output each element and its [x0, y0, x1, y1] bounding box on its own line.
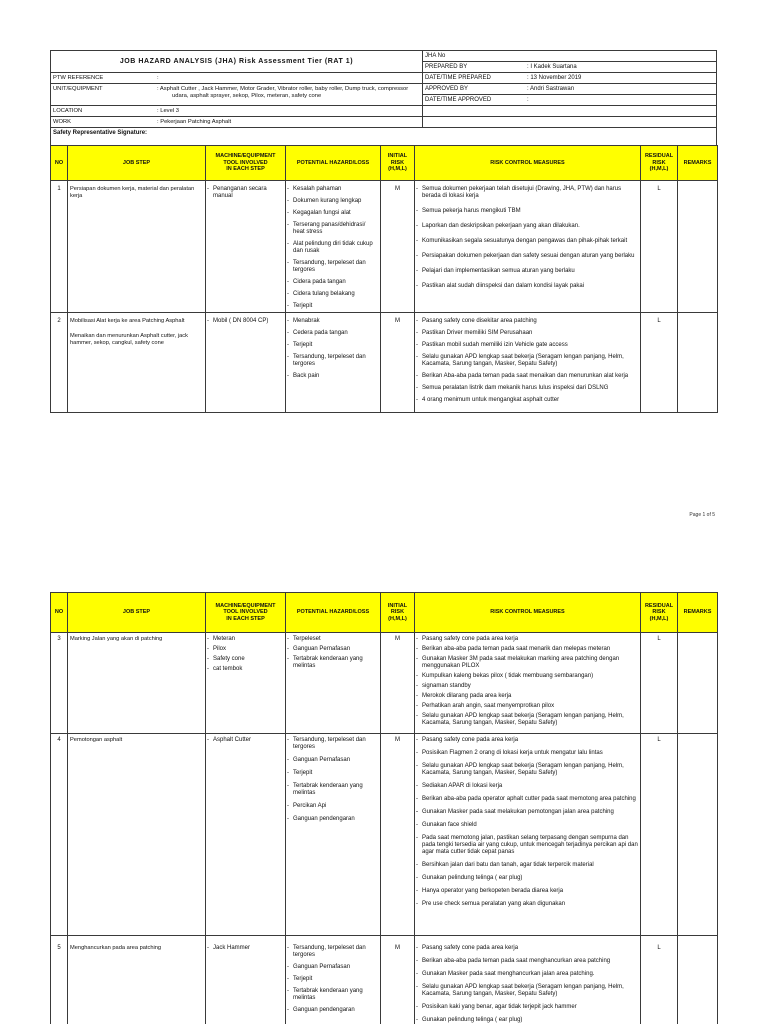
safety-signature-label: Safety Representative Signature:: [53, 130, 148, 136]
residual-risk-value: L: [657, 737, 661, 743]
tool-item: - Mobil ( DN 8004 CP): [206, 318, 285, 325]
step-row: [51, 181, 718, 313]
hazard-item: - Terpeleset: [286, 636, 380, 643]
hazard-item: - Cidera tulang belakang: [286, 291, 380, 298]
location-label: LOCATION: [53, 108, 83, 114]
remarks-cell: [678, 181, 718, 313]
tools-content: [206, 633, 285, 733]
control-item: - Laporkan dan deskripsikan pekerjaan yang akan dilakukan.: [415, 223, 640, 230]
remarks-cell: [678, 734, 718, 936]
hazard-item: - Percikan Api: [286, 803, 380, 810]
tool-item: - cat tembok: [206, 666, 285, 673]
residual-risk-content: [641, 633, 677, 733]
residual-risk-header: RESIDUAL RISK (H,M,L): [641, 146, 678, 181]
control-item: - Pasang safety cone pada area kerja: [415, 636, 640, 643]
residual-risk-content: [641, 936, 677, 1023]
job-step-header: JOB STEP: [68, 593, 206, 633]
residual-risk-value: L: [657, 186, 661, 192]
residual-risk-content: [641, 734, 677, 935]
controls-content: [415, 633, 640, 733]
residual-risk-cell: [641, 936, 678, 1024]
step-no-content: [51, 936, 67, 1023]
work-label: WORK: [53, 119, 72, 125]
hazards-content: [286, 936, 380, 1023]
hazard-item: - Tersandung, terpeleset dan tergores: [286, 260, 380, 274]
tools-cell: [206, 313, 286, 413]
hazards-cell: [286, 181, 381, 313]
tools-content: [206, 936, 285, 1023]
control-item: - Komunikasikan segala sesuatunya dengan pengawas dan pihak-pihak terkait: [415, 238, 640, 245]
control-item: - Pasang safety cone pada area kerja: [415, 737, 640, 744]
residual-risk-header: RESIDUAL RISK (H,M,L): [641, 593, 678, 633]
control-item: - Kumpulkan kaleng bekas pilox ( tidak membuang sembarangan): [415, 673, 640, 680]
hazard-item: - Tersandung, terpeleset dan tergores: [286, 945, 380, 959]
control-item: - Selalu gunakan APD lengkap saat bekerja (Seragam lengan panjang, Helm, Kacamata, Sarung tangan, Masker, Sepatu Safety): [415, 984, 640, 998]
hazards-cell: [286, 633, 381, 734]
job-step-text: Pemotongan asphalt: [70, 737, 123, 743]
step-no-cell: [51, 633, 68, 734]
header-row: [51, 593, 718, 633]
hazard-item: - Kesalah pahaman: [286, 186, 380, 193]
initial-risk-value: M: [395, 186, 400, 192]
control-item: - Persiapakan dokumen pekerjaan dan safety sesuai dengan aturan yang berlaku: [415, 253, 640, 260]
initial-risk-value: M: [395, 318, 400, 324]
hazard-item: - Terjepit: [286, 342, 380, 349]
tool-item: - Asphalt Cutter: [206, 737, 285, 744]
control-item: - Berikan aba-aba pada operator aphalt cutter pada saat memotong area patching: [415, 796, 640, 803]
initial-risk-value: M: [395, 945, 400, 951]
job-step-content: [68, 181, 205, 312]
hazard-header: POTENTIAL HAZARD/LOSS: [286, 593, 381, 633]
controls-cell: [415, 734, 641, 936]
residual-risk-cell: [641, 313, 678, 413]
control-item: - signaman standby: [415, 683, 640, 690]
tool-item: - Jack Hammer: [206, 945, 285, 952]
initial-risk-header: INITIAL RISK (H,M,L): [381, 593, 415, 633]
blank-info-cell: [422, 117, 716, 128]
tools-header: MACHINE/EQUIPMENT TOOL INVOLVED IN EACH STEP: [206, 593, 286, 633]
control-item: - Selalu gunakan APD lengkap saat bekerja (Seragam lengan panjang, Helm, Kacamata, Sarung tangan, Masker, Sepatu Safety): [415, 354, 640, 368]
hazard-item: - Ganguan Pernafasan: [286, 964, 380, 971]
controls-content: [415, 181, 640, 312]
hazard-item: - Tersandung, terpeleset dan tergores: [286, 737, 380, 751]
job-step-content: [68, 313, 205, 412]
hazard-item: - Ganguan Pernafasan: [286, 757, 380, 764]
hazard-item: - Cidera pada tangan: [286, 279, 380, 286]
tools-header: MACHINE/EQUIPMENT TOOL INVOLVED IN EACH STEP: [206, 146, 286, 181]
header-row: [51, 146, 718, 181]
initial-risk-content: [381, 181, 414, 312]
hazard-item: - Back pain: [286, 373, 380, 380]
remarks-header: REMARKS: [678, 146, 718, 181]
prepared-by-value: : I Kadek Suartana: [527, 64, 577, 70]
residual-risk-cell: [641, 181, 678, 313]
step-number: 5: [57, 945, 61, 951]
no-header: NO: [51, 146, 68, 181]
step-no-cell: [51, 936, 68, 1024]
residual-risk-cell: [641, 734, 678, 936]
controls-content: [415, 313, 640, 412]
prepared-by-label: PREPARED BY: [425, 64, 468, 70]
controls-content: [415, 936, 640, 1023]
step-no-content: [51, 181, 67, 312]
control-item: - Gunakan Masker 3M pada saat melakukan marking area patching dengan menggunakan PILOX: [415, 656, 640, 670]
hazard-item: - Kegagalan fungsi alat: [286, 210, 380, 217]
step-no-content: [51, 734, 67, 935]
control-item: - Gunakan pelindung telinga ( ear plug): [415, 1017, 640, 1023]
remarks-cell: [678, 313, 718, 413]
step-number: 3: [57, 636, 61, 642]
tools-cell: [206, 633, 286, 734]
step-row: [51, 633, 718, 734]
steps-table-page-1: [50, 145, 718, 413]
hazard-item: - Tertabrak kenderaan yang melintas: [286, 783, 380, 797]
ptw-reference-label: PTW REFERENCE: [53, 75, 104, 81]
approved-by-value: : Andri Sastrawan: [527, 86, 575, 92]
initial-risk-header: INITIAL RISK (H,M,L): [381, 146, 415, 181]
control-item: - Berikan aba-aba pada teman pada saat menghancurkan area patching: [415, 958, 640, 965]
job-step-cell: [68, 734, 206, 936]
initial-risk-content: [381, 633, 414, 733]
tool-item: - Penanganan secara manual: [206, 186, 285, 200]
date-prepared-value: : 13 November 2019: [527, 75, 582, 81]
remarks-content: [678, 313, 717, 412]
tool-item: - Pilox: [206, 646, 285, 653]
step-number: 1: [57, 186, 61, 192]
hazard-item: - Menabrak: [286, 318, 380, 325]
step-row: [51, 936, 718, 1024]
remarks-header: REMARKS: [678, 593, 718, 633]
initial-risk-cell: [381, 936, 415, 1024]
hazard-item: - Ganguan pendengaran: [286, 1007, 380, 1014]
control-item: - Merokok dilarang pada area kerja: [415, 693, 640, 700]
control-item: - Pastikan mobil sudah memiliki izin Vehicle gate access: [415, 342, 640, 349]
residual-risk-content: [641, 313, 677, 412]
hazards-content: [286, 633, 380, 733]
job-step-text: Persiapan dokumen kerja, material dan peralatan kerja: [70, 186, 195, 199]
control-item: - Pada saat memotong jalan, pastikan selang terpasang dengan sempurna dan pada tengki tersedia air yang cukup, untuk mencegah terjadinya percikan api dan agar mata cutter tidak cepat panas: [415, 835, 640, 856]
control-item: - Pelajari dan implementasikan semua aturan yang berlaku: [415, 268, 640, 275]
hazard-item: - Tertabrak kenderaan yang melintas: [286, 656, 380, 670]
hazard-item: - Terjepit: [286, 770, 380, 777]
hazards-cell: [286, 936, 381, 1024]
control-item: - Perhatikan arah angin, saat menyemprotkan pilox: [415, 703, 640, 710]
initial-risk-cell: [381, 181, 415, 313]
hazard-item: - Ganguan pendengaran: [286, 816, 380, 823]
controls-cell: [415, 633, 641, 734]
control-item: - Semua dokumen pekerjaan telah disetujui (Drawing, JHA, PTW) dan harus berada di lokasi kerja: [415, 186, 640, 200]
document-title: JOB HAZARD ANALYSIS (JHA) Risk Assessment Tier (RAT 1): [51, 51, 422, 73]
table-header: [51, 593, 718, 633]
controls-cell: [415, 313, 641, 413]
job-step-content: [68, 734, 205, 935]
hazards-content: [286, 313, 380, 412]
control-item: - Pasang safety cone disekitar area patching: [415, 318, 640, 325]
control-item: - Hanya operator yang berkopeten berada diarea kerja: [415, 888, 640, 895]
job-step-text: Menaikan dan menurunkan Asphalt cutter, jack hammer, sekop, cangkul, safety cone: [70, 333, 188, 346]
unit-equipment-row: [51, 84, 422, 106]
step-row: [51, 313, 718, 413]
control-item: - Pastikan alat sudah diinspeksi dan dalam kondisi layak pakai: [415, 283, 640, 290]
location-value: : Level 3: [157, 108, 179, 114]
tools-cell: [206, 936, 286, 1024]
control-item: - Berikan Aba-aba pada teman pada saat menaikan dan menurunkan alat kerja: [415, 373, 640, 380]
date-approved-value: :: [527, 97, 529, 103]
table-body: [51, 633, 718, 1024]
controls-header: RISK CONTROL MEASURES: [415, 593, 641, 633]
no-header: NO: [51, 593, 68, 633]
control-item: - Sediakan APAR di lokasi kerja: [415, 783, 640, 790]
hazard-header: POTENTIAL HAZARD/LOSS: [286, 146, 381, 181]
residual-risk-value: L: [657, 636, 661, 642]
hazards-content: [286, 181, 380, 312]
step-row: [51, 734, 718, 936]
job-step-header: JOB STEP: [68, 146, 206, 181]
control-item: - Berikan aba-aba pada teman pada saat menarik dan melepas meteran: [415, 646, 640, 653]
blank-info-cell: [422, 106, 716, 117]
initial-risk-value: M: [395, 737, 400, 743]
jha-header-block: [50, 50, 717, 145]
control-item: - Selalu gunakan APD lengkap saat bekerja (Seragam lengan panjang, Helm, Kacamata, Sarung tangan, Masker, Sepatu Safety): [415, 713, 640, 727]
initial-risk-cell: [381, 633, 415, 734]
job-step-content: [68, 936, 205, 1023]
hazard-item: - Alat pelindung diri tidak cukup dan rusak: [286, 241, 380, 255]
initial-risk-cell: [381, 313, 415, 413]
hazard-item: - Terserang panas/dehidrasi/ heat stress: [286, 222, 380, 236]
initial-risk-content: [381, 734, 414, 935]
tools-content: [206, 313, 285, 412]
work-value: : Pekerjaan Patching Asphalt: [157, 119, 232, 125]
hazard-item: - Terjepit: [286, 303, 380, 310]
step-no-cell: [51, 313, 68, 413]
hazards-content: [286, 734, 380, 935]
initial-risk-cell: [381, 734, 415, 936]
date-approved-label: DATE/TIME APPROVED: [425, 97, 492, 103]
remarks-content: [678, 633, 717, 733]
step-no-content: [51, 633, 67, 733]
control-item: - Gunakan pelindung telinga ( ear plug): [415, 875, 640, 882]
tools-content: [206, 734, 285, 935]
tool-item: - Meteran: [206, 636, 285, 643]
control-item: - Posisikan Flagmen 2 orang di lokasi kerja untuk mengatur lalu lintas: [415, 750, 640, 757]
residual-risk-value: L: [657, 945, 661, 951]
date-prepared-row: [422, 73, 716, 84]
control-item: - Gunakan Masker pada saat menghancurkan jalan area patching.: [415, 971, 640, 978]
remarks-content: [678, 936, 717, 1023]
residual-risk-value: L: [657, 318, 661, 324]
unit-equipment-label: UNIT/EQUIPMENT: [53, 86, 103, 92]
remarks-content: [678, 734, 717, 935]
step-no-cell: [51, 181, 68, 313]
step-number: 4: [57, 737, 61, 743]
job-step-text: Menghancurkan pada area patching: [70, 945, 162, 951]
controls-cell: [415, 181, 641, 313]
control-item: - Pre use check semua peralatan yang akan digunakan: [415, 901, 640, 908]
step-no-cell: [51, 734, 68, 936]
location-row: [51, 106, 422, 117]
control-item: - Gunakan Masker pada saat melakukan pemotongan jalan area patching: [415, 809, 640, 816]
page-number: Page 1 of 5: [689, 512, 715, 518]
ptw-reference-row: [51, 73, 422, 84]
control-item: - Selalu gunakan APD lengkap saat bekerja (Seragam lengan panjang, Helm, Kacamata, Sarung tangan, Masker, Sepatu Safety): [415, 763, 640, 777]
hazard-item: - Terjepit: [286, 976, 380, 983]
date-prepared-label: DATE/TIME PREPARED: [425, 75, 491, 81]
work-row: [51, 117, 422, 128]
hazard-item: - Tersandung, terpeleset dan tergores: [286, 354, 380, 368]
tool-item: - Safety cone: [206, 656, 285, 663]
control-item: - Semua pekerja harus mengikuti TBM: [415, 208, 640, 215]
job-step-cell: [68, 181, 206, 313]
job-step-cell: [68, 936, 206, 1024]
tools-cell: [206, 181, 286, 313]
approved-by-row: [422, 84, 716, 95]
hazards-cell: [286, 313, 381, 413]
table-body: [51, 181, 718, 413]
control-item: - Gunakan face shield: [415, 822, 640, 829]
residual-risk-content: [641, 181, 677, 312]
hazard-item: - Ganguan Pernafasan: [286, 646, 380, 653]
unit-equipment-value: : Asphalt Cutter , Jack Hammer, Motor Grader, Vibrator roller, baby roller, Dump truck, compressor udara, asphalt sprayer, sekop, Pilox, meteran, safety cone: [157, 86, 409, 99]
initial-risk-value: M: [395, 636, 400, 642]
control-item: - 4 orang menimum untuk mengangkat asphalt cutter: [415, 397, 640, 404]
tools-content: [206, 181, 285, 312]
hazard-item: - Dokumen kurang lengkap: [286, 198, 380, 205]
tools-cell: [206, 734, 286, 936]
remarks-cell: [678, 633, 718, 734]
control-item: - Bersihkan jalan dari batu dan tanah, agar tidak terpercik material: [415, 862, 640, 869]
remarks-content: [678, 181, 717, 312]
controls-content: [415, 734, 640, 935]
steps-table-page-2: [50, 592, 718, 1024]
residual-risk-cell: [641, 633, 678, 734]
job-step-content: [68, 633, 205, 733]
initial-risk-content: [381, 313, 414, 412]
step-number: 2: [57, 318, 61, 324]
control-item: - Pasang safety cone pada area kerja: [415, 945, 640, 952]
ptw-reference-value: :: [157, 75, 159, 81]
control-item: - Pastikan Driver memiliki SIM Perusahaan: [415, 330, 640, 337]
control-item: - Semua peralatan listrik dam mekanik harus lulus inspeksi dari DSLNG: [415, 385, 640, 392]
step-no-content: [51, 313, 67, 412]
job-step-text: Marking Jalan yang akan di patching: [70, 636, 163, 642]
remarks-cell: [678, 936, 718, 1024]
job-step-cell: [68, 313, 206, 413]
hazard-item: - Cedera pada tangan: [286, 330, 380, 337]
hazards-cell: [286, 734, 381, 936]
jha-no-row: [422, 51, 716, 62]
date-approved-row: [422, 95, 716, 106]
control-item: - Posisikan kaki yang benar, agar tidak terjepit jack hammer: [415, 1004, 640, 1011]
job-step-cell: [68, 633, 206, 734]
controls-cell: [415, 936, 641, 1024]
jha-no-label: JHA No: [425, 53, 446, 59]
prepared-by-row: [422, 62, 716, 73]
table-header: [51, 146, 718, 181]
hazard-item: - Tertabrak kenderaan yang melintas: [286, 988, 380, 1002]
controls-header: RISK CONTROL MEASURES: [415, 146, 641, 181]
approved-by-label: APPROVED BY: [425, 86, 469, 92]
job-step-text: Mobilisasi Alat kerja ke area Patching Asphalt: [70, 318, 185, 324]
initial-risk-content: [381, 936, 414, 1023]
